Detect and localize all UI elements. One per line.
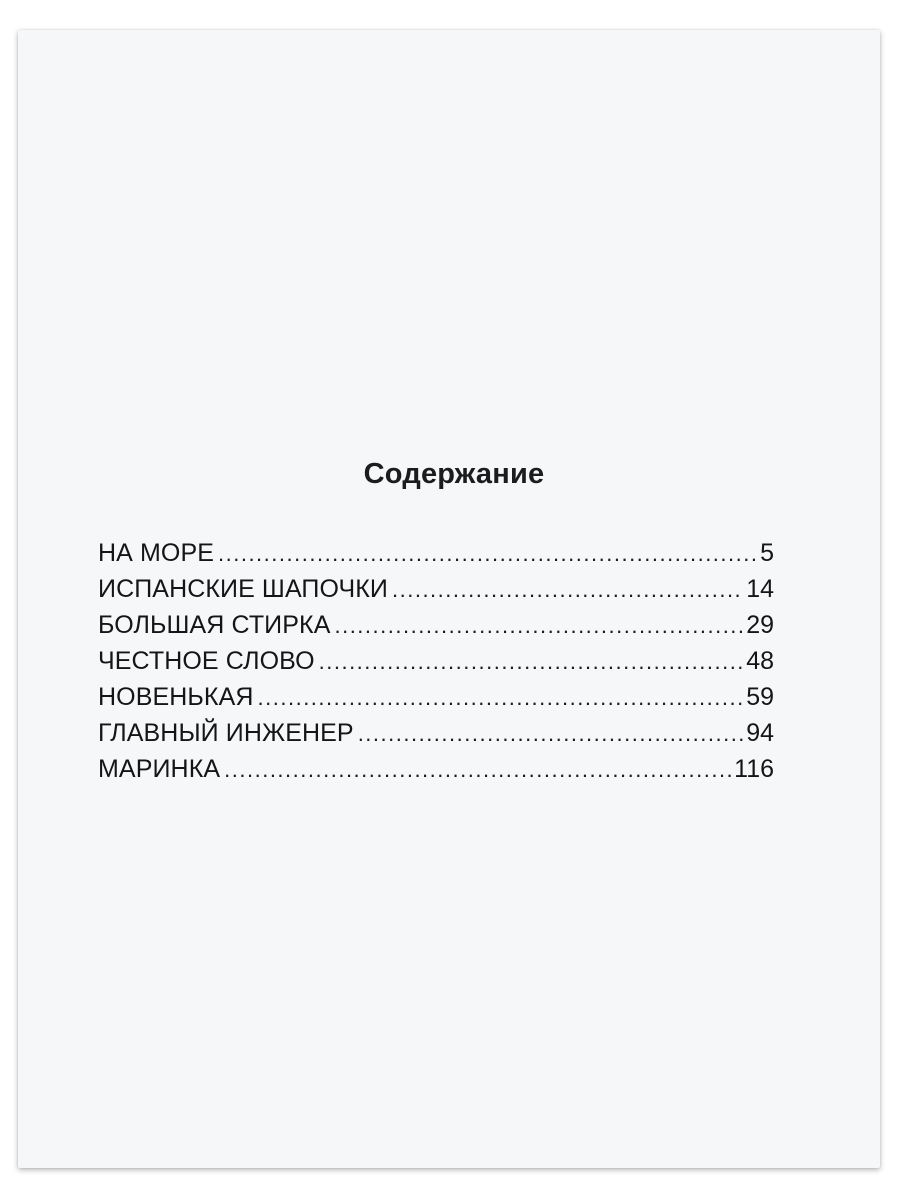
dot-leader	[392, 572, 744, 607]
toc-entry-title: НА МОРЕ	[98, 539, 214, 567]
dot-leader	[258, 680, 745, 715]
toc-entry	[98, 607, 774, 643]
page-sheet	[18, 30, 880, 1168]
toc-entry-page: 29	[746, 611, 774, 639]
table-of-contents	[98, 535, 774, 787]
toc-entry-title: МАРИНКА	[98, 755, 221, 783]
dot-leader	[358, 716, 745, 751]
toc-entry	[98, 571, 774, 607]
toc-entry	[98, 751, 774, 787]
toc-entry-page: 14	[746, 575, 774, 603]
toc-entry	[98, 679, 774, 715]
toc-entry-page: 59	[746, 683, 774, 711]
toc-entry-page: 116	[734, 755, 774, 783]
toc-entry-title: ЧЕСТНОЕ СЛОВО	[98, 647, 315, 675]
toc-entry-page: 48	[746, 647, 774, 675]
page-title: Содержание	[363, 458, 545, 490]
toc-entry-page: 94	[746, 719, 774, 747]
dot-leader	[218, 536, 758, 571]
toc-entry	[98, 715, 774, 751]
toc-entry	[98, 643, 774, 679]
toc-entry-title: ИСПАНСКИЕ ШАПОЧКИ	[98, 575, 388, 603]
dot-leader	[334, 608, 744, 643]
toc-entry-page: 5	[760, 539, 774, 567]
dot-leader	[319, 644, 745, 679]
toc-entry	[98, 535, 774, 571]
toc-entry-title: БОЛЬШАЯ СТИРКА	[98, 611, 331, 639]
dot-leader	[224, 752, 732, 787]
toc-entry-title: НОВЕНЬКАЯ	[98, 683, 254, 711]
toc-entry-title: ГЛАВНЫЙ ИНЖЕНЕР	[98, 719, 354, 747]
